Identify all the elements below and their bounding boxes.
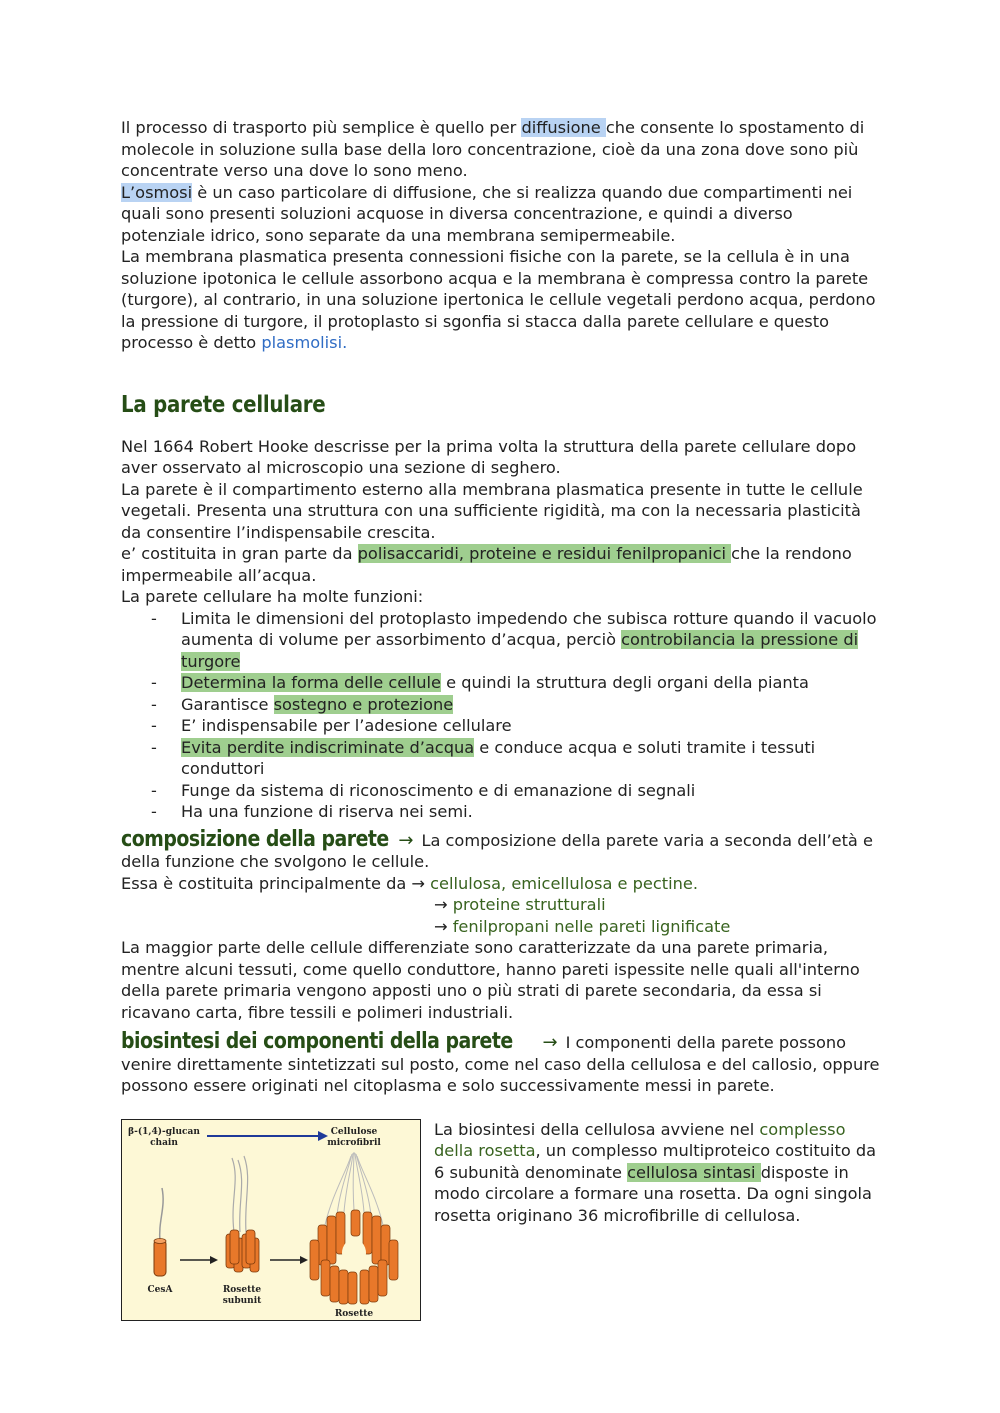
list-item: → fenilpropani nelle pareti lignificate bbox=[434, 916, 731, 936]
label-microfibril: microfibril bbox=[327, 1137, 381, 1148]
arrow-right-icon: → bbox=[542, 1032, 558, 1053]
figure-caption-text bbox=[434, 1119, 884, 1227]
term-complesso-rosetta: complesso della rosetta bbox=[434, 1119, 846, 1160]
functions-list bbox=[121, 608, 881, 823]
list-item: - Limita le dimensioni del protoplasto impedendo che subisca rotture quando il vacuolo aumenta di volume per assorbimento d’acqua, perciò controbilancia la pressione di turgore bbox=[151, 608, 877, 671]
highlight-diffusione: diffusione bbox=[521, 118, 606, 137]
paragraph-biosintesi: biosintesi dei componenti della parete → I componenti della parete possono venire direttamente sintetizzati sul posto, come nel caso della cellulosa e del callosio, oppure possono essere originati nel citoplasma e solo successivamente messi in parete. bbox=[121, 1029, 880, 1095]
figure-row bbox=[121, 1119, 881, 1324]
paragraph-hooke: Nel 1664 Robert Hooke descrisse per la prima volta la struttura della parete cellulare dopo aver osservato al microscopio una sezione di seghero. bbox=[121, 436, 857, 477]
intro-paragraph-osmosis: L’osmosi è un caso particolare di diffusione, che si realizza quando due compartimenti nei quali sono presenti soluzioni acquose in diversa concentrazione, e quindi a diverso potenziale idrico, sono separate da una membrana semipermeabile. bbox=[121, 182, 853, 245]
term-plasmolisi: plasmolisi. bbox=[261, 333, 348, 352]
label-cellulose: Cellulose bbox=[330, 1126, 378, 1137]
highlight-cellulosa-sintasi: cellulosa sintasi bbox=[627, 1162, 761, 1182]
paragraph-rosetta: La biosintesi della cellulosa avviene nel complesso della rosetta, un complesso multiproteico costituito da 6 subunità denominate cellulosa sintasi disposte in modo circolare a formare una rosetta. Da ogni singola rosetta originano 36 microfibrille di cellulosa. bbox=[434, 1119, 877, 1225]
list-item: - Ha una funzione di riserva nei semi. bbox=[151, 802, 473, 821]
paragraph-functions-intro: La parete cellulare ha molte funzioni: bbox=[121, 587, 424, 606]
label-rosette-subunit-2: subunit bbox=[222, 1295, 262, 1306]
list-item: - E’ indispensabile per l’adesione cellulare bbox=[151, 716, 512, 735]
label-glucan-chain: β-(1,4)-glucan bbox=[128, 1126, 200, 1137]
label-cesa: CesA bbox=[147, 1284, 173, 1295]
label-rosette-subunit: Rosette bbox=[222, 1284, 262, 1295]
list-item: - Evita perdite indiscriminate d’acqua e conduce acqua e soluti tramite i tessuti conduttori bbox=[151, 737, 816, 778]
section-title-parete-cellulare: La parete cellulare bbox=[121, 391, 326, 418]
label-rosette: Rosette bbox=[334, 1308, 374, 1319]
arrow-right-icon: → bbox=[398, 829, 414, 851]
intro-paragraph-diffusion: Il processo di trasporto più semplice è quello per diffusione che consente lo spostamento di molecole in soluzione sulla base della loro concentrazione, cioè da una zona dove sono più concentrate verso una dove lo sono meno. bbox=[121, 118, 865, 180]
cellulose-synthesis-diagram bbox=[122, 1120, 420, 1320]
list-item: - Funge da sistema di riconoscimento e di emanazione di segnali bbox=[151, 780, 696, 800]
rosette-figure bbox=[121, 1119, 421, 1321]
section-title-composizione: composizione della parete bbox=[121, 826, 389, 852]
paragraph-parete-definition: La parete è il compartimento esterno alla membrana plasmatica presente in tutte le cellule vegetali. Presenta una struttura con una sufficiente rigidità, ma con la necessaria plasticità da consentire l’indispensabile crescita. bbox=[121, 479, 863, 542]
paragraph-composition-short: e’ costituita in gran parte da polisaccaridi, proteine e residui fenilpropanici che la rendono impermeabile all’acqua. bbox=[121, 544, 852, 585]
list-item: - Garantisce sostegno e protezione bbox=[151, 694, 454, 714]
label-glucan-chain-2: chain bbox=[150, 1137, 178, 1148]
highlight-osmosi: L’osmosi bbox=[121, 182, 193, 202]
paragraph-composizione: composizione della parete → La composizione della parete varia a seconda dell’età e della funzione che svolgono le cellule. bbox=[121, 826, 873, 871]
list-item: - Determina la forma delle cellule e quindi la struttura degli organi della pianta bbox=[151, 673, 809, 692]
intro-paragraph-plasmolysis: La membrana plasmatica presenta connessioni fisiche con la parete, se la cellula è in una soluzione ipotonica le cellule assorbono acqua e la membrana è compressa contro la parete (turgore), al contrario, in una soluzione ipertonica le cellule vegetali perdono acqua, perdono la pressione di turgore, il protoplasto si sgonfia si stacca dalla parete cellulare e questo processo è detto plasmolisi. bbox=[121, 247, 876, 352]
paragraph-costituita: Essa è costituita principalmente da → cellulosa, emicellulosa e pectine. bbox=[121, 873, 699, 893]
arrow-right-icon: → bbox=[411, 873, 425, 893]
paragraph-parete-primaria: La maggior parte delle cellule differenziate sono caratterizzate da una parete primaria, mentre alcuni tessuti, come quello conduttore, hanno pareti ispessite nelle quali all'interno della parete primaria vengono apposti uno o più strati di parete secondaria, da essa si ricavano carta, fibre tessili e polimeri industriali. bbox=[121, 938, 860, 1022]
section-title-biosintesi: biosintesi dei componenti della parete bbox=[121, 1029, 513, 1054]
arrow-right-icon: → bbox=[434, 916, 448, 936]
list-item: → proteine strutturali bbox=[434, 895, 606, 914]
highlight-polisaccaridi: polisaccaridi, proteine e residui fenilpropanici bbox=[357, 544, 732, 563]
arrow-right-icon: → bbox=[434, 895, 448, 914]
document-page bbox=[121, 117, 881, 1324]
